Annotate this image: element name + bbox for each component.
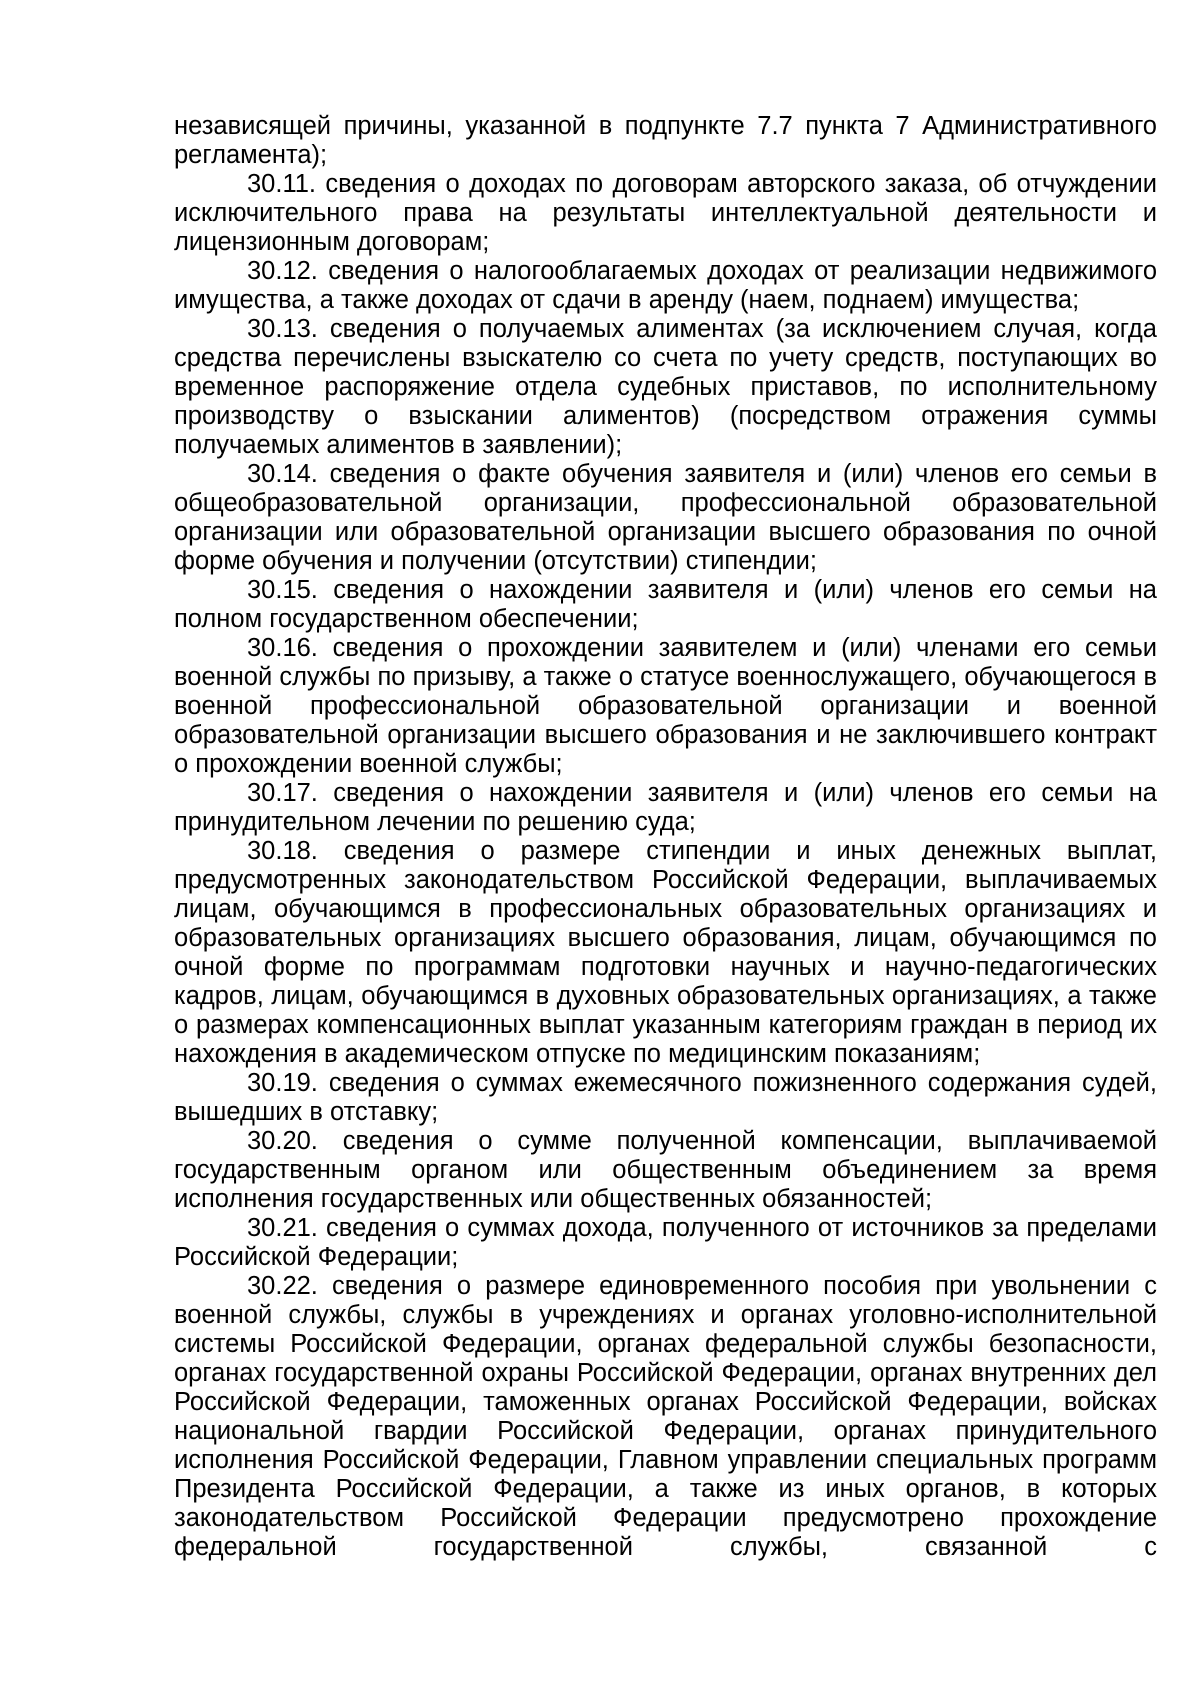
paragraph-30-21: 30.21. сведения о суммах дохода, полученного от источников за пределами Российской Федерации; <box>174 1214 1157 1271</box>
paragraph-30-22: 30.22. сведения о размере единовременного пособия при увольнении с военной службы, службы в учреждениях и органах уголовно-исполнительной системы Российской Федерации, органах федеральной службы безопасности, органах государственной охраны Российской Федерации, органах внутренних дел Российской Федерации, таможенных органах Российской Федерации, войсках национальной гвардии Российской Федерации, органах принудительного исполнения Российской Федерации, Главном управлении специальных программ Президента Российской Федерации, а также из иных органов, в которых законодательством Российской Федерации предусмотрено прохождение федеральной государственной службы, связанной с <box>174 1272 1157 1561</box>
paragraph-30-11: 30.11. сведения о доходах по договорам авторского заказа, об отчуждении исключительного права на результаты интеллектуальной деятельности и лицензионным договорам; <box>174 170 1157 256</box>
paragraph-30-12: 30.12. сведения о налогооблагаемых доходах от реализации недвижимого имущества, а также доходах от сдачи в аренду (наем, поднаем) имущества; <box>174 257 1157 314</box>
paragraph-30-19: 30.19. сведения о суммах ежемесячного пожизненного содержания судей, вышедших в отставку; <box>174 1069 1157 1126</box>
paragraph-30-18: 30.18. сведения о размере стипендии и иных денежных выплат, предусмотренных законодательством Российской Федерации, выплачиваемых лицам, обучающимся в профессиональных образовательных организациях и образовательных организациях высшего образования, лицам, обучающимся по очной форме по программам подготовки научных и научно-педагогических кадров, лицам, обучающимся в духовных образовательных организациях, а также о размерах компенсационных выплат указанным категориям граждан в период их нахождения в академическом отпуске по медицинским показаниям; <box>174 837 1157 1068</box>
paragraph-30-13: 30.13. сведения о получаемых алиментах (за исключением случая, когда средства перечислены взыскателю со счета по учету средств, поступающих во временное распоряжение отдела судебных приставов, по исполнительному производству о взыскании алиментов) (посредством отражения суммы получаемых алиментов в заявлении); <box>174 315 1157 459</box>
paragraph-30-20: 30.20. сведения о сумме полученной компенсации, выплачиваемой государственным органом или общественным объединением за время исполнения государственных или общественных обязанностей; <box>174 1127 1157 1213</box>
paragraph-continuation: независящей причины, указанной в подпункте 7.7 пункта 7 Административного регламента); <box>174 112 1157 169</box>
document-page <box>174 112 1157 1562</box>
paragraph-30-17: 30.17. сведения о нахождении заявителя и (или) членов его семьи на принудительном лечении по решению суда; <box>174 779 1157 836</box>
paragraph-30-16: 30.16. сведения о прохождении заявителем и (или) членами его семьи военной службы по призыву, а также о статусе военнослужащего, обучающегося в военной профессиональной образовательной организации и военной образовательной организации высшего образования и не заключившего контракт о прохождении военной службы; <box>174 634 1157 778</box>
paragraph-30-15: 30.15. сведения о нахождении заявителя и (или) членов его семьи на полном государственном обеспечении; <box>174 576 1157 633</box>
paragraph-30-14: 30.14. сведения о факте обучения заявителя и (или) членов его семьи в общеобразовательной организации, профессиональной образовательной организации или образовательной организации высшего образования по очной форме обучения и получении (отсутствии) стипендии; <box>174 460 1157 575</box>
